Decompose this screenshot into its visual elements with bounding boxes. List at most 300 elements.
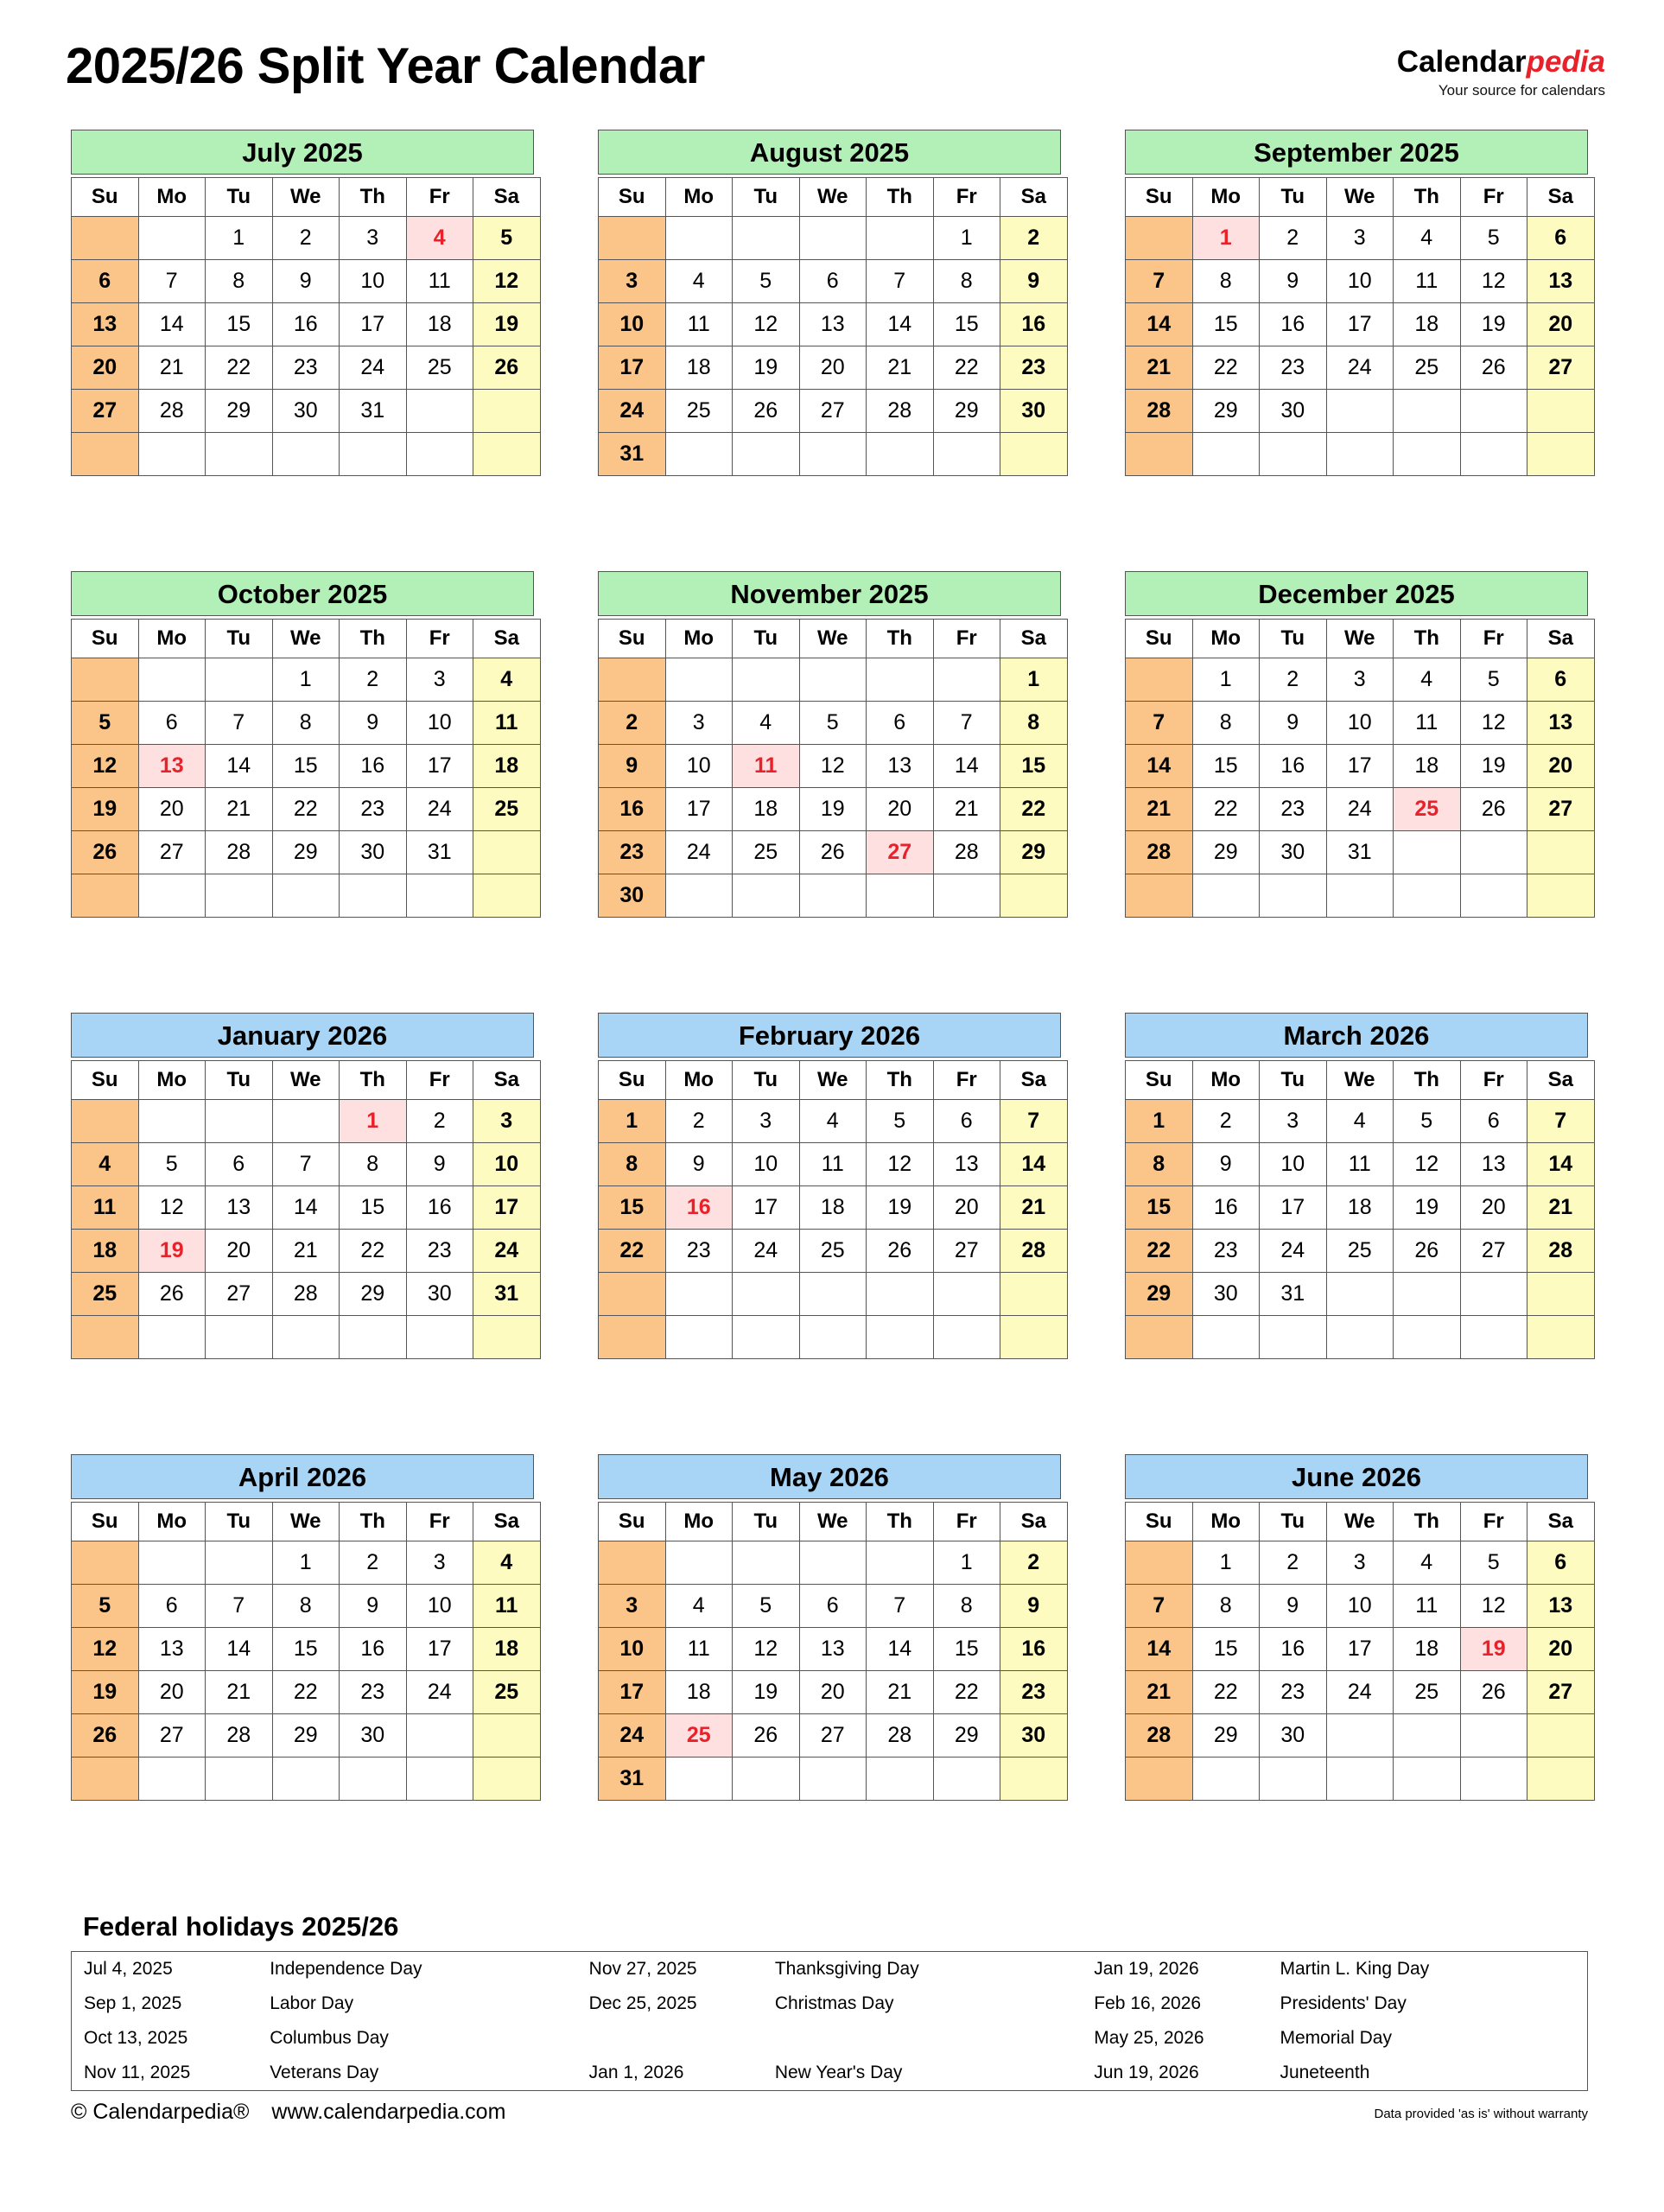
day-cell: 21 bbox=[1527, 1186, 1595, 1230]
weekday-header-tu: Tu bbox=[1260, 1503, 1327, 1541]
day-cell: 18 bbox=[1394, 303, 1461, 346]
day-cell: 7 bbox=[1000, 1100, 1068, 1143]
day-cell: 1 bbox=[206, 217, 273, 260]
day-cell: 19 bbox=[138, 1230, 206, 1273]
day-cell: 29 bbox=[272, 1714, 340, 1758]
day-cell: 28 bbox=[206, 831, 273, 874]
day-cell-empty bbox=[1000, 433, 1068, 476]
day-cell: 5 bbox=[1394, 1100, 1461, 1143]
day-cell-empty bbox=[1460, 874, 1527, 918]
day-cell: 18 bbox=[733, 788, 800, 831]
weekday-header-th: Th bbox=[1394, 620, 1461, 658]
day-cell: 13 bbox=[1460, 1143, 1527, 1186]
holidays-table bbox=[71, 1951, 1588, 2091]
page-title: 2025/26 Split Year Calendar bbox=[66, 38, 705, 94]
weekday-header-row bbox=[72, 1061, 541, 1100]
day-cell-empty bbox=[733, 1316, 800, 1359]
weekday-header-su: Su bbox=[72, 178, 139, 217]
day-cell: 13 bbox=[1527, 1585, 1595, 1628]
day-cell-empty bbox=[1394, 433, 1461, 476]
week-row bbox=[72, 702, 541, 745]
weekday-header-th: Th bbox=[867, 1061, 934, 1100]
day-cell: 17 bbox=[1260, 1186, 1327, 1230]
day-cell: 23 bbox=[1260, 346, 1327, 390]
month-block bbox=[1125, 130, 1588, 571]
day-cell: 21 bbox=[1126, 346, 1193, 390]
day-cell: 8 bbox=[1192, 702, 1260, 745]
day-cell: 14 bbox=[138, 303, 206, 346]
week-row bbox=[1126, 217, 1595, 260]
month-block bbox=[1125, 571, 1588, 1013]
weekday-header-th: Th bbox=[867, 1503, 934, 1541]
day-cell: 8 bbox=[206, 260, 273, 303]
weekday-header-su: Su bbox=[599, 178, 666, 217]
day-cell: 15 bbox=[340, 1186, 407, 1230]
day-cell-empty bbox=[340, 1316, 407, 1359]
week-row bbox=[72, 831, 541, 874]
day-cell: 13 bbox=[799, 1628, 867, 1671]
day-cell: 1 bbox=[1192, 217, 1260, 260]
day-cell-empty bbox=[933, 658, 1000, 702]
weekday-header-th: Th bbox=[340, 620, 407, 658]
week-row bbox=[72, 658, 541, 702]
day-cell: 23 bbox=[1000, 1671, 1068, 1714]
day-cell-empty bbox=[72, 1541, 139, 1585]
weekday-header-tu: Tu bbox=[1260, 178, 1327, 217]
day-cell: 7 bbox=[1126, 1585, 1193, 1628]
day-cell-empty bbox=[1260, 874, 1327, 918]
day-cell: 29 bbox=[272, 831, 340, 874]
day-cell: 2 bbox=[340, 1541, 407, 1585]
week-row bbox=[1126, 1230, 1595, 1273]
day-cell: 12 bbox=[1460, 260, 1527, 303]
day-cell: 27 bbox=[138, 1714, 206, 1758]
weekday-header-th: Th bbox=[867, 178, 934, 217]
website-url[interactable]: www.calendarpedia.com bbox=[271, 2100, 506, 2124]
week-row bbox=[72, 745, 541, 788]
day-cell: 12 bbox=[72, 1628, 139, 1671]
day-cell: 4 bbox=[733, 702, 800, 745]
day-cell: 16 bbox=[665, 1186, 733, 1230]
day-cell-empty bbox=[72, 1758, 139, 1801]
weekday-header-sa: Sa bbox=[1527, 1061, 1595, 1100]
month-title: January 2026 bbox=[71, 1013, 534, 1058]
month-block bbox=[598, 130, 1061, 571]
day-cell: 5 bbox=[72, 1585, 139, 1628]
day-cell: 17 bbox=[1326, 303, 1394, 346]
day-cell: 30 bbox=[1260, 831, 1327, 874]
day-cell: 7 bbox=[933, 702, 1000, 745]
day-cell: 30 bbox=[272, 390, 340, 433]
week-row bbox=[72, 1230, 541, 1273]
day-cell-empty bbox=[1126, 217, 1193, 260]
day-cell-empty bbox=[1192, 433, 1260, 476]
day-cell: 9 bbox=[599, 745, 666, 788]
weekday-header-sa: Sa bbox=[1000, 1061, 1068, 1100]
day-cell: 17 bbox=[665, 788, 733, 831]
week-row bbox=[599, 658, 1068, 702]
day-cell-empty bbox=[1527, 1714, 1595, 1758]
day-cell: 12 bbox=[733, 1628, 800, 1671]
page-header bbox=[52, 24, 1612, 119]
week-row bbox=[599, 1758, 1068, 1801]
day-cell-empty bbox=[1527, 1316, 1595, 1359]
day-cell: 7 bbox=[867, 260, 934, 303]
weekday-header-su: Su bbox=[72, 1503, 139, 1541]
month-calendar-table bbox=[598, 1060, 1068, 1359]
day-cell-empty bbox=[1326, 1273, 1394, 1316]
day-cell-empty bbox=[272, 1758, 340, 1801]
day-cell: 3 bbox=[599, 1585, 666, 1628]
day-cell-empty bbox=[1326, 390, 1394, 433]
day-cell: 17 bbox=[733, 1186, 800, 1230]
day-cell: 18 bbox=[665, 346, 733, 390]
day-cell: 29 bbox=[933, 1714, 1000, 1758]
weekday-header-sa: Sa bbox=[473, 620, 541, 658]
day-cell-empty bbox=[206, 658, 273, 702]
day-cell-empty bbox=[72, 874, 139, 918]
day-cell: 11 bbox=[799, 1143, 867, 1186]
weekday-header-we: We bbox=[1326, 178, 1394, 217]
day-cell: 12 bbox=[1460, 702, 1527, 745]
day-cell: 26 bbox=[1460, 788, 1527, 831]
day-cell-empty bbox=[1460, 1273, 1527, 1316]
day-cell: 2 bbox=[340, 658, 407, 702]
day-cell: 14 bbox=[272, 1186, 340, 1230]
day-cell-empty bbox=[599, 1541, 666, 1585]
day-cell: 13 bbox=[933, 1143, 1000, 1186]
day-cell: 9 bbox=[1000, 1585, 1068, 1628]
day-cell-empty bbox=[1460, 1758, 1527, 1801]
weekday-header-we: We bbox=[272, 1061, 340, 1100]
day-cell: 16 bbox=[1000, 303, 1068, 346]
day-cell-empty bbox=[799, 1541, 867, 1585]
holiday-date: Sep 1, 2025 bbox=[84, 1993, 182, 2013]
day-cell: 7 bbox=[138, 260, 206, 303]
day-cell: 13 bbox=[867, 745, 934, 788]
weekday-header-su: Su bbox=[599, 620, 666, 658]
day-cell: 18 bbox=[665, 1671, 733, 1714]
weekday-header-row bbox=[599, 178, 1068, 217]
week-row bbox=[1126, 1758, 1595, 1801]
day-cell: 16 bbox=[1260, 1628, 1327, 1671]
weekday-header-we: We bbox=[272, 1503, 340, 1541]
day-cell: 23 bbox=[1192, 1230, 1260, 1273]
day-cell-empty bbox=[72, 1100, 139, 1143]
week-row bbox=[599, 433, 1068, 476]
day-cell-empty bbox=[206, 1316, 273, 1359]
day-cell: 10 bbox=[1326, 702, 1394, 745]
month-calendar-table bbox=[1125, 1060, 1595, 1359]
day-cell: 2 bbox=[272, 217, 340, 260]
day-cell: 30 bbox=[1192, 1273, 1260, 1316]
day-cell: 8 bbox=[933, 260, 1000, 303]
day-cell-empty bbox=[799, 1273, 867, 1316]
day-cell: 3 bbox=[1326, 217, 1394, 260]
weekday-header-sa: Sa bbox=[473, 178, 541, 217]
day-cell: 6 bbox=[1527, 658, 1595, 702]
day-cell-empty bbox=[867, 874, 934, 918]
holiday-row bbox=[72, 2021, 1588, 2056]
holiday-date: Feb 16, 2026 bbox=[1094, 1993, 1202, 2013]
weekday-header-row bbox=[599, 1503, 1068, 1541]
day-cell: 6 bbox=[799, 260, 867, 303]
day-cell: 20 bbox=[867, 788, 934, 831]
day-cell: 8 bbox=[272, 702, 340, 745]
holiday-date: Nov 11, 2025 bbox=[84, 2063, 191, 2082]
day-cell: 1 bbox=[933, 1541, 1000, 1585]
month-block bbox=[71, 1013, 534, 1454]
weekday-header-we: We bbox=[799, 178, 867, 217]
week-row bbox=[72, 217, 541, 260]
day-cell: 14 bbox=[206, 745, 273, 788]
day-cell: 9 bbox=[1192, 1143, 1260, 1186]
week-row bbox=[1126, 1316, 1595, 1359]
day-cell-empty bbox=[1126, 1316, 1193, 1359]
weekday-header-tu: Tu bbox=[733, 1061, 800, 1100]
day-cell: 6 bbox=[1527, 1541, 1595, 1585]
day-cell: 10 bbox=[340, 260, 407, 303]
day-cell-empty bbox=[867, 1273, 934, 1316]
day-cell-empty bbox=[1394, 390, 1461, 433]
day-cell: 7 bbox=[206, 702, 273, 745]
day-cell-empty bbox=[799, 433, 867, 476]
weekday-header-fr: Fr bbox=[933, 178, 1000, 217]
day-cell: 19 bbox=[799, 788, 867, 831]
day-cell: 7 bbox=[1126, 702, 1193, 745]
weekday-header-we: We bbox=[799, 1061, 867, 1100]
day-cell: 19 bbox=[1460, 1628, 1527, 1671]
day-cell: 10 bbox=[1326, 260, 1394, 303]
day-cell: 23 bbox=[1260, 788, 1327, 831]
holiday-name: Martin L. King Day bbox=[1280, 1959, 1430, 1979]
day-cell: 18 bbox=[72, 1230, 139, 1273]
week-row bbox=[599, 1714, 1068, 1758]
day-cell: 9 bbox=[1260, 1585, 1327, 1628]
day-cell-empty bbox=[799, 1316, 867, 1359]
day-cell: 11 bbox=[406, 260, 473, 303]
day-cell: 16 bbox=[340, 745, 407, 788]
holiday-date: Jan 19, 2026 bbox=[1094, 1959, 1199, 1979]
month-title: March 2026 bbox=[1125, 1013, 1588, 1058]
day-cell: 15 bbox=[272, 1628, 340, 1671]
week-row bbox=[72, 1585, 541, 1628]
day-cell: 19 bbox=[1460, 745, 1527, 788]
day-cell: 27 bbox=[1527, 788, 1595, 831]
day-cell-empty bbox=[799, 874, 867, 918]
day-cell: 29 bbox=[1192, 390, 1260, 433]
day-cell-empty bbox=[665, 1316, 733, 1359]
weekday-header-we: We bbox=[799, 1503, 867, 1541]
weekday-header-fr: Fr bbox=[933, 620, 1000, 658]
day-cell: 10 bbox=[733, 1143, 800, 1186]
weekday-header-mo: Mo bbox=[1192, 1503, 1260, 1541]
weekday-header-row bbox=[599, 1061, 1068, 1100]
day-cell-empty bbox=[1000, 874, 1068, 918]
day-cell: 12 bbox=[867, 1143, 934, 1186]
day-cell: 6 bbox=[933, 1100, 1000, 1143]
day-cell-empty bbox=[867, 658, 934, 702]
brand-name bbox=[1397, 47, 1605, 77]
day-cell-empty bbox=[665, 433, 733, 476]
day-cell: 2 bbox=[406, 1100, 473, 1143]
weekday-header-we: We bbox=[1326, 1503, 1394, 1541]
day-cell: 1 bbox=[1000, 658, 1068, 702]
weekday-header-tu: Tu bbox=[206, 1061, 273, 1100]
day-cell: 22 bbox=[1192, 346, 1260, 390]
day-cell: 12 bbox=[138, 1186, 206, 1230]
week-row bbox=[599, 788, 1068, 831]
day-cell: 28 bbox=[1126, 831, 1193, 874]
day-cell-empty bbox=[1394, 1316, 1461, 1359]
week-row bbox=[72, 346, 541, 390]
holiday-name: Independence Day bbox=[270, 1959, 422, 1979]
day-cell-empty bbox=[1126, 1758, 1193, 1801]
day-cell: 11 bbox=[473, 1585, 541, 1628]
day-cell: 8 bbox=[933, 1585, 1000, 1628]
weekday-header-fr: Fr bbox=[933, 1503, 1000, 1541]
day-cell: 25 bbox=[473, 1671, 541, 1714]
day-cell-empty bbox=[272, 1100, 340, 1143]
weekday-header-fr: Fr bbox=[1460, 620, 1527, 658]
day-cell-empty bbox=[72, 658, 139, 702]
day-cell: 27 bbox=[933, 1230, 1000, 1273]
day-cell: 23 bbox=[1000, 346, 1068, 390]
day-cell: 26 bbox=[1394, 1230, 1461, 1273]
day-cell: 23 bbox=[1260, 1671, 1327, 1714]
week-row bbox=[599, 1628, 1068, 1671]
day-cell: 9 bbox=[1260, 260, 1327, 303]
day-cell-empty bbox=[406, 433, 473, 476]
weekday-header-fr: Fr bbox=[406, 178, 473, 217]
day-cell: 12 bbox=[72, 745, 139, 788]
month-title: November 2025 bbox=[598, 571, 1061, 616]
day-cell: 14 bbox=[867, 303, 934, 346]
day-cell: 27 bbox=[1460, 1230, 1527, 1273]
weekday-header-tu: Tu bbox=[206, 1503, 273, 1541]
weekday-header-tu: Tu bbox=[1260, 1061, 1327, 1100]
day-cell-empty bbox=[1126, 433, 1193, 476]
day-cell: 26 bbox=[733, 1714, 800, 1758]
week-row bbox=[599, 1585, 1068, 1628]
day-cell: 27 bbox=[72, 390, 139, 433]
day-cell: 15 bbox=[599, 1186, 666, 1230]
day-cell: 18 bbox=[799, 1186, 867, 1230]
day-cell: 17 bbox=[599, 1671, 666, 1714]
day-cell: 20 bbox=[799, 346, 867, 390]
month-title: July 2025 bbox=[71, 130, 534, 175]
day-cell: 2 bbox=[1192, 1100, 1260, 1143]
weekday-header-sa: Sa bbox=[1000, 1503, 1068, 1541]
week-row bbox=[599, 745, 1068, 788]
day-cell: 22 bbox=[933, 346, 1000, 390]
weekday-header-we: We bbox=[1326, 620, 1394, 658]
week-row bbox=[599, 217, 1068, 260]
day-cell-empty bbox=[1527, 1758, 1595, 1801]
day-cell: 2 bbox=[599, 702, 666, 745]
day-cell: 24 bbox=[473, 1230, 541, 1273]
day-cell: 22 bbox=[206, 346, 273, 390]
day-cell-empty bbox=[665, 217, 733, 260]
month-title: October 2025 bbox=[71, 571, 534, 616]
day-cell: 16 bbox=[272, 303, 340, 346]
day-cell-empty bbox=[1527, 874, 1595, 918]
day-cell: 14 bbox=[1000, 1143, 1068, 1186]
day-cell-empty bbox=[206, 1541, 273, 1585]
holiday-name: Juneteenth bbox=[1280, 2063, 1370, 2082]
day-cell: 7 bbox=[1126, 260, 1193, 303]
day-cell-empty bbox=[406, 1714, 473, 1758]
week-row bbox=[1126, 788, 1595, 831]
weekday-header-mo: Mo bbox=[665, 178, 733, 217]
weekday-header-mo: Mo bbox=[138, 178, 206, 217]
holiday-name: Labor Day bbox=[270, 1993, 354, 2013]
day-cell-empty bbox=[473, 390, 541, 433]
day-cell: 6 bbox=[138, 702, 206, 745]
weekday-header-row bbox=[72, 620, 541, 658]
day-cell: 4 bbox=[473, 658, 541, 702]
day-cell-empty bbox=[340, 1758, 407, 1801]
day-cell: 4 bbox=[1326, 1100, 1394, 1143]
week-row bbox=[1126, 658, 1595, 702]
day-cell-empty bbox=[272, 433, 340, 476]
day-cell: 30 bbox=[1000, 1714, 1068, 1758]
day-cell: 25 bbox=[473, 788, 541, 831]
weekday-header-we: We bbox=[1326, 1061, 1394, 1100]
weekday-header-tu: Tu bbox=[206, 178, 273, 217]
day-cell: 22 bbox=[272, 788, 340, 831]
brand-tagline: Your source for calendars bbox=[1438, 82, 1605, 99]
day-cell: 20 bbox=[1527, 745, 1595, 788]
day-cell: 24 bbox=[599, 1714, 666, 1758]
day-cell-empty bbox=[1000, 1273, 1068, 1316]
week-row bbox=[72, 1714, 541, 1758]
week-row bbox=[1126, 433, 1595, 476]
day-cell: 28 bbox=[867, 390, 934, 433]
day-cell: 26 bbox=[473, 346, 541, 390]
day-cell-empty bbox=[1192, 1316, 1260, 1359]
day-cell: 15 bbox=[1192, 1628, 1260, 1671]
week-row bbox=[599, 874, 1068, 918]
day-cell: 13 bbox=[799, 303, 867, 346]
day-cell: 6 bbox=[72, 260, 139, 303]
day-cell: 5 bbox=[473, 217, 541, 260]
day-cell: 31 bbox=[1260, 1273, 1327, 1316]
week-row bbox=[1126, 1100, 1595, 1143]
day-cell: 20 bbox=[933, 1186, 1000, 1230]
month-block bbox=[71, 571, 534, 1013]
day-cell: 25 bbox=[733, 831, 800, 874]
day-cell: 25 bbox=[799, 1230, 867, 1273]
day-cell: 8 bbox=[1192, 260, 1260, 303]
weekday-header-mo: Mo bbox=[1192, 178, 1260, 217]
day-cell: 16 bbox=[1192, 1186, 1260, 1230]
day-cell: 5 bbox=[733, 1585, 800, 1628]
day-cell-empty bbox=[933, 1273, 1000, 1316]
day-cell: 24 bbox=[665, 831, 733, 874]
day-cell-empty bbox=[1527, 433, 1595, 476]
weekday-header-th: Th bbox=[867, 620, 934, 658]
day-cell: 10 bbox=[406, 1585, 473, 1628]
day-cell: 13 bbox=[1527, 260, 1595, 303]
months-grid bbox=[71, 130, 1612, 1896]
day-cell: 3 bbox=[340, 217, 407, 260]
month-block bbox=[598, 571, 1061, 1013]
day-cell: 1 bbox=[1192, 658, 1260, 702]
day-cell: 16 bbox=[1260, 303, 1327, 346]
weekday-header-mo: Mo bbox=[138, 1061, 206, 1100]
day-cell: 29 bbox=[1126, 1273, 1193, 1316]
